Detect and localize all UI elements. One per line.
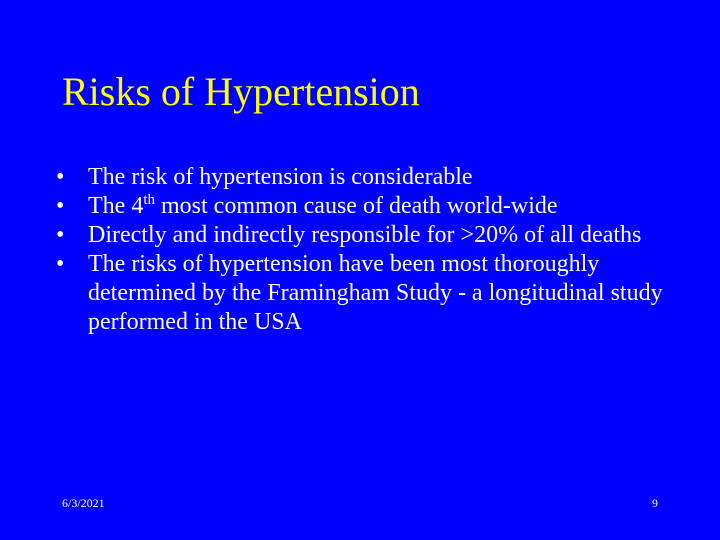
- bullet-icon: •: [56, 251, 65, 277]
- bullet-text: The risk of hypertension is considerable: [88, 164, 473, 190]
- bullet-item: [56, 163, 676, 192]
- bullet-list: [56, 163, 676, 337]
- bullet-item: [56, 221, 676, 250]
- bullet-text-after: most common cause of death world-wide: [154, 193, 558, 219]
- bullet-icon: •: [56, 164, 65, 190]
- bullet-item: [56, 250, 676, 337]
- page-number: 9: [652, 496, 658, 510]
- slide-title: Risks of Hypertension: [62, 69, 420, 114]
- superscript-text: th: [143, 192, 155, 208]
- bullet-item: [56, 192, 676, 221]
- bullet-icon: •: [56, 193, 65, 219]
- bullet-text-before: The 4: [88, 193, 144, 219]
- bullet-icon: •: [56, 222, 65, 248]
- slide-date: 6/3/2021: [62, 496, 105, 510]
- bullet-text: The risks of hypertension have been most thoroughly determined by the Framingham Study - a longitudinal study performed in the USA: [88, 251, 663, 335]
- bullet-text: Directly and indirectly responsible for >20% of all deaths: [88, 222, 642, 248]
